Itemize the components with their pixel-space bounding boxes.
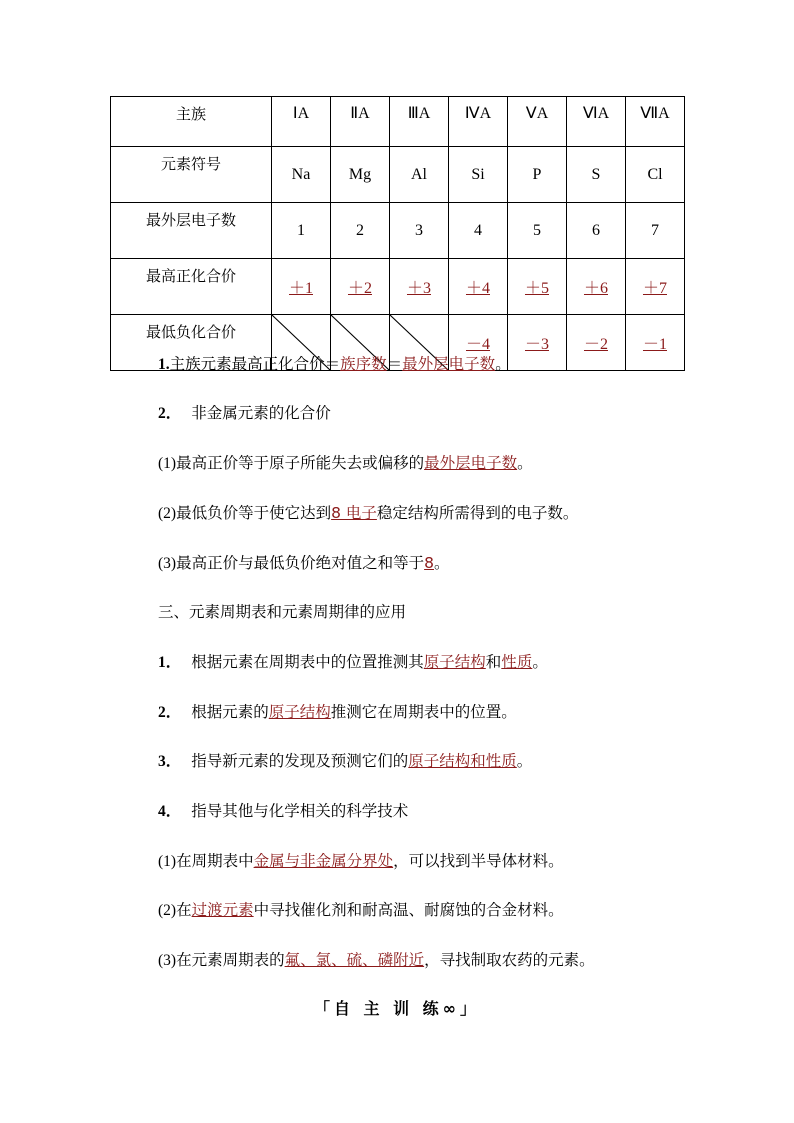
text: 指导其他与化学相关的科学技术 bbox=[191, 802, 409, 820]
answer-text: ＋7 bbox=[642, 280, 667, 297]
point-2-2 bbox=[158, 501, 578, 523]
answer-text: 原子结构和性质 bbox=[408, 752, 517, 770]
table-row-electrons bbox=[111, 203, 685, 259]
answer-text: 原子结构 bbox=[423, 653, 486, 671]
text: 主族元素最高正化合价＝ bbox=[169, 355, 341, 373]
electrons-cell: 1 bbox=[272, 203, 331, 259]
answer-text: ＋4 bbox=[465, 280, 490, 297]
section-3-item-3 bbox=[158, 749, 532, 771]
text: ＝ bbox=[386, 355, 403, 373]
max-valence-cell bbox=[331, 259, 390, 315]
text: 推测它在周期表中的位置。 bbox=[330, 703, 517, 721]
answer-text: 金属与非金属分界处 bbox=[253, 852, 394, 870]
group-cell: ⅦA bbox=[626, 97, 685, 147]
item-number: 2． bbox=[158, 704, 182, 721]
table-row-groups bbox=[111, 97, 685, 147]
item-number: (3) bbox=[158, 555, 177, 572]
text: ，可以找到半导体材料。 bbox=[393, 852, 564, 870]
max-valence-cell bbox=[567, 259, 626, 315]
text: 根据元素在周期表中的位置推测其 bbox=[191, 653, 424, 671]
electrons-cell: 4 bbox=[449, 203, 508, 259]
group-cell: ⅤA bbox=[508, 97, 567, 147]
max-valence-cell bbox=[272, 259, 331, 315]
answer-text: －3 bbox=[524, 336, 549, 353]
item-number: (3) bbox=[158, 952, 177, 969]
section-3-item-4-1 bbox=[158, 849, 564, 871]
electrons-cell: 2 bbox=[331, 203, 390, 259]
symbol-cell: Si bbox=[449, 147, 508, 203]
answer-text: 族序数 bbox=[340, 355, 387, 373]
point-number: 2． bbox=[158, 405, 182, 422]
max-valence-cell bbox=[626, 259, 685, 315]
text: 在元素周期表的 bbox=[176, 951, 285, 969]
answer-text: 氟、氯、硫、磷附近 bbox=[284, 951, 425, 969]
answer-text: 原子结构 bbox=[268, 703, 331, 721]
symbol-cell: P bbox=[508, 147, 567, 203]
row-label-min-valence: 最低负化合价 bbox=[111, 315, 272, 371]
item-number: (2) bbox=[158, 902, 177, 919]
row-label-electrons: 最外层电子数 bbox=[111, 203, 272, 259]
min-valence-cell bbox=[626, 315, 685, 371]
text: 。 bbox=[516, 752, 533, 770]
text: 稳定结构所需得到的电子数。 bbox=[376, 504, 579, 522]
point-2-1 bbox=[158, 451, 533, 473]
item-number: 3． bbox=[158, 753, 182, 770]
answer-text: ＋3 bbox=[406, 280, 431, 297]
answer-text: ＋1 bbox=[288, 280, 313, 297]
text: 在周期表中 bbox=[176, 852, 254, 870]
min-valence-cell bbox=[508, 315, 567, 371]
text: 中寻找催化剂和耐高温、耐腐蚀的合金材料。 bbox=[253, 901, 564, 919]
answer-text: －4 bbox=[465, 336, 490, 353]
group-cell: ⅡA bbox=[331, 97, 390, 147]
text: ，寻找制取农药的元素。 bbox=[424, 951, 595, 969]
answer-text: 最外层电子数 bbox=[402, 355, 496, 373]
symbol-cell: Cl bbox=[626, 147, 685, 203]
exercise-section-title: 「自 主 训 练∞」 bbox=[313, 999, 481, 1018]
point-2-3 bbox=[158, 551, 449, 573]
answer-text: 性质 bbox=[501, 653, 533, 671]
electrons-cell: 5 bbox=[508, 203, 567, 259]
answer-text: ＋5 bbox=[524, 280, 549, 297]
row-label-group: 主族 bbox=[111, 97, 272, 147]
section-3-item-2 bbox=[158, 700, 517, 722]
section-heading: 三、元素周期表和元素周期律的应用 bbox=[158, 603, 407, 621]
row-label-max-valence: 最高正化合价 bbox=[111, 259, 272, 315]
text: 。 bbox=[433, 554, 450, 572]
symbol-cell: S bbox=[567, 147, 626, 203]
section-3-item-4-2 bbox=[158, 898, 564, 920]
table-row-symbols bbox=[111, 147, 685, 203]
section-3-item-4-3 bbox=[158, 948, 595, 970]
point-number: 1. bbox=[158, 356, 170, 373]
table-row-max-valence bbox=[111, 259, 685, 315]
text: 最高正价等于原子所能失去或偏移的 bbox=[176, 454, 425, 472]
text: 。 bbox=[517, 454, 533, 472]
electrons-cell: 7 bbox=[626, 203, 685, 259]
text: 。 bbox=[532, 653, 548, 671]
text: 根据元素的 bbox=[191, 703, 269, 721]
group-cell: ⅥA bbox=[567, 97, 626, 147]
text: 。 bbox=[495, 355, 511, 373]
text: 在 bbox=[176, 901, 192, 919]
electrons-cell: 3 bbox=[390, 203, 449, 259]
max-valence-cell bbox=[449, 259, 508, 315]
item-number: 4． bbox=[158, 803, 182, 820]
group-cell: ⅣA bbox=[449, 97, 508, 147]
answer-text: 8 电子 bbox=[331, 504, 377, 522]
point-1 bbox=[158, 352, 511, 374]
answer-text: ＋2 bbox=[347, 280, 372, 297]
heading-text: 非金属元素的化合价 bbox=[191, 404, 331, 422]
text: 最低负价等于使它达到 bbox=[176, 504, 332, 522]
answer-text: 过渡元素 bbox=[191, 901, 254, 919]
symbol-cell: Na bbox=[272, 147, 331, 203]
text: 最高正价与最低负价绝对值之和等于 bbox=[176, 554, 425, 572]
text: 指导新元素的发现及预测它们的 bbox=[191, 752, 409, 770]
section-3-item-4 bbox=[158, 799, 408, 821]
max-valence-cell bbox=[508, 259, 567, 315]
item-number: (1) bbox=[158, 853, 177, 870]
point-2-heading bbox=[158, 401, 331, 423]
row-label-symbol: 元素符号 bbox=[111, 147, 272, 203]
answer-text: －1 bbox=[642, 336, 667, 353]
text: 和 bbox=[485, 653, 502, 671]
symbol-cell: Al bbox=[390, 147, 449, 203]
answer-text: 最外层电子数 bbox=[424, 454, 518, 472]
max-valence-cell bbox=[390, 259, 449, 315]
item-number: 1． bbox=[158, 654, 182, 671]
symbol-cell: Mg bbox=[331, 147, 390, 203]
answer-text: －2 bbox=[583, 336, 608, 353]
min-valence-cell bbox=[567, 315, 626, 371]
item-number: (2) bbox=[158, 505, 177, 522]
group-cell: ⅠA bbox=[272, 97, 331, 147]
answer-text: 8 bbox=[424, 554, 434, 572]
group-cell: ⅢA bbox=[390, 97, 449, 147]
section-3-item-1 bbox=[158, 650, 548, 672]
answer-text: ＋6 bbox=[583, 280, 608, 297]
item-number: (1) bbox=[158, 455, 177, 472]
electrons-cell: 6 bbox=[567, 203, 626, 259]
section-3-heading bbox=[158, 600, 406, 622]
valence-table bbox=[110, 96, 685, 371]
